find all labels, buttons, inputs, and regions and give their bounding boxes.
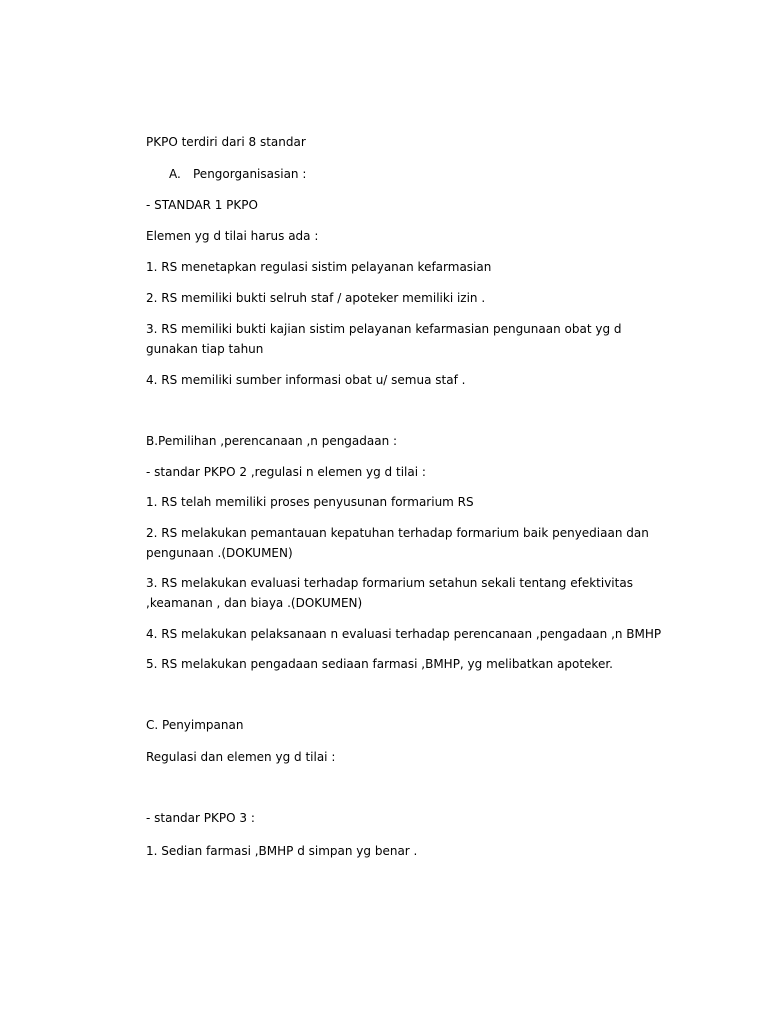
- intro-line: PKPO terdiri dari 8 standar: [146, 135, 306, 149]
- standar2-item-2: 2. RS melakukan pemantauan kepatuhan terhadap formarium baik penyediaan dan pengunaan .(DOKUMEN): [146, 526, 649, 560]
- standar2-heading: - standar PKPO 2 ,regulasi n elemen yg d ti̇lai :: [146, 465, 426, 479]
- section-b-title: B.Pemilihan ,perencanaan ,n pengadaan :: [146, 434, 398, 448]
- standar1-item-1: 1. RS menetapkan regulasi sisti̇m pelayanan kefarmasian: [146, 260, 492, 274]
- standar2-item-3: 3. RS melakukan evaluasi terhadap formarium setahun sekali tentang efekti̇vitas ,keamanan , dan biaya .(DOKUMEN): [146, 576, 633, 610]
- standar2-item-4: 4. RS melakukan pelaksanaan n evaluasi terhadap perencanaan ,pengadaan ,n BMHP: [146, 627, 662, 641]
- section-c-subheading: Regulasi dan elemen yg d ti̇lai :: [146, 750, 336, 764]
- standar2-item-1: 1. RS telah memiliki proses penyusunan formarium RS: [146, 495, 474, 509]
- standar3-item-1: 1. Sedian farmasi ,BMHP d simpan yg benar .: [146, 844, 418, 858]
- section-c-title: C. Penyimpanan: [146, 718, 244, 732]
- standar1-item-3: 3. RS memiliki bukti̇ kajian sisti̇m pelayanan kefarmasian pengunaan obat yg d gunakan ti̇ap tahun: [146, 322, 622, 356]
- standar1-item-2: 2. RS memiliki bukti̇ selruh staf / apoteker memiliki izin .: [146, 291, 486, 305]
- standar2-item-5: 5. RS melakukan pengadaan sediaan farmasi ,BMHP, yg melibatkan apoteker.: [146, 657, 613, 671]
- standar3-heading: - standar PKPO 3 :: [146, 811, 255, 825]
- standar1-subheading: Elemen yg d ti̇lai harus ada :: [146, 229, 319, 243]
- section-a-title: Pengorganisasian :: [193, 167, 307, 181]
- section-a-label: A.: [169, 167, 181, 181]
- standar1-item-4: 4. RS memiliki sumber informasi obat u/ semua staf .: [146, 373, 466, 387]
- standar1-heading: - STANDAR 1 PKPO: [146, 198, 258, 212]
